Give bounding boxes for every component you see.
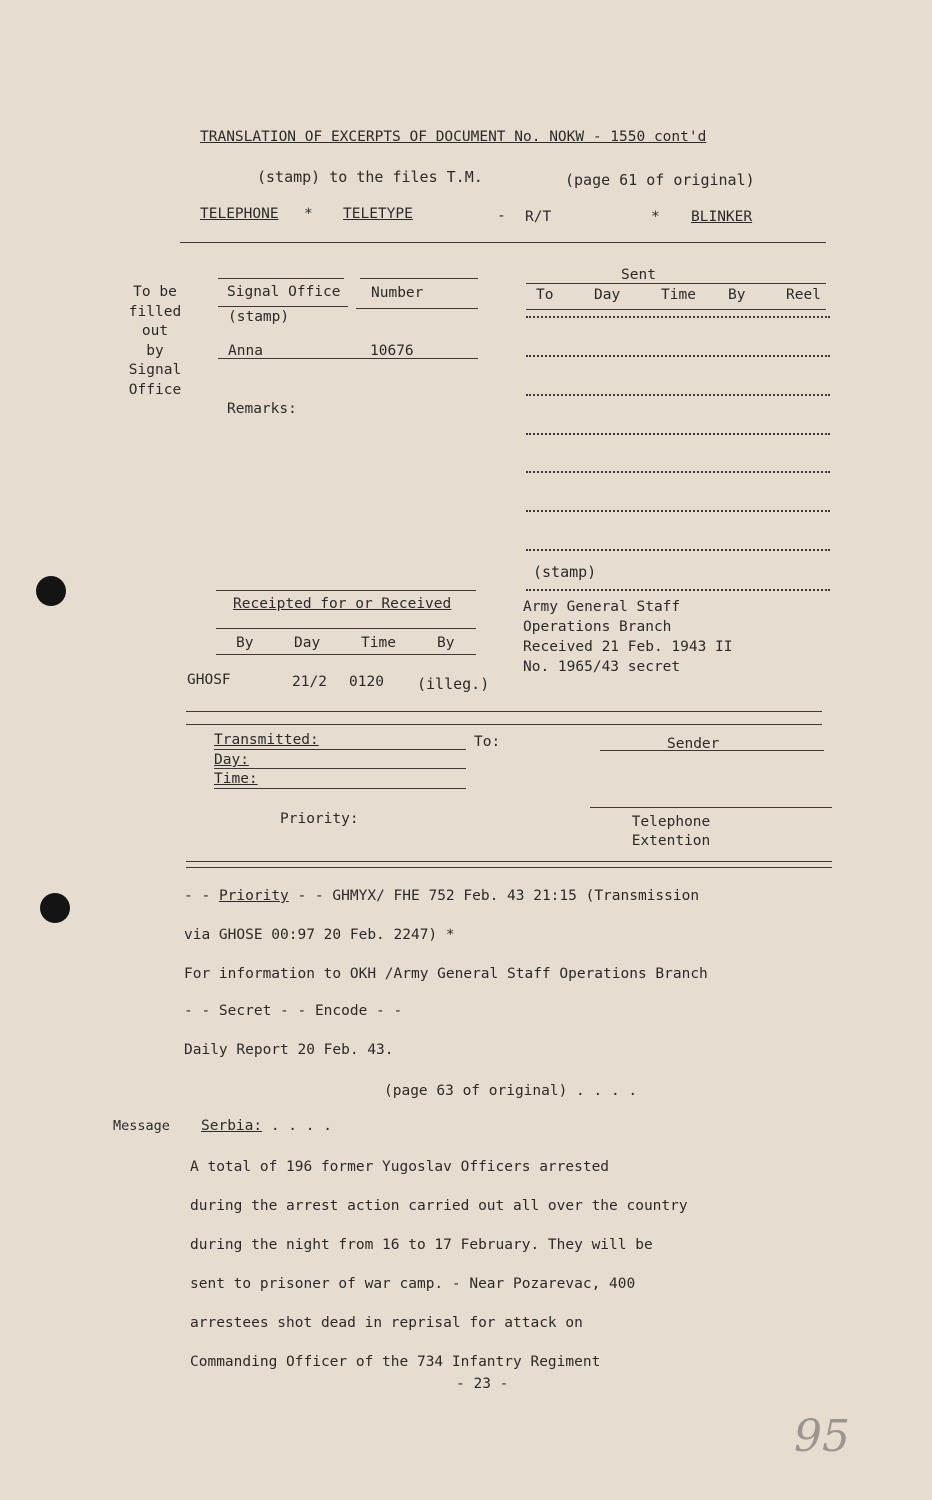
transmitted-label: Transmitted: (214, 732, 319, 748)
signal-office-mid-rule (218, 306, 348, 307)
right-stamp-label: (stamp) (533, 563, 597, 581)
number-top-rule (360, 278, 478, 279)
sent-dotted-line (526, 510, 830, 512)
receipted-columns-rule (216, 654, 476, 655)
stamp-text-line: No. 1965/43 secret (523, 659, 681, 675)
stamp-text-line: Operations Branch (523, 619, 672, 635)
receipted-value-time: 0120 (349, 674, 384, 690)
signal-office-value: Anna (228, 343, 263, 359)
stamp-line: (stamp) to the files T.M. (257, 168, 483, 186)
signal-office-stamp: (stamp) (228, 309, 290, 325)
telephone-ext-line: Extention (631, 833, 711, 849)
sent-dotted-line (526, 433, 830, 435)
day-label: Day: (214, 752, 249, 768)
sent-dotted-line (526, 316, 830, 318)
sent-dotted-line (526, 394, 830, 396)
body-line-1 (184, 887, 699, 905)
stamp-text-line: Army General Staff (523, 599, 681, 615)
mode-blinker: BLINKER (691, 209, 753, 225)
priority-heading: Priority (218, 888, 289, 904)
paragraph-line: during the arrest action carried out all over the country (190, 1198, 688, 1214)
side-label-line: out (141, 323, 169, 339)
receipted-column-time: Time (361, 635, 396, 651)
side-label (112, 283, 198, 400)
handwritten-annotation: 95 (794, 1411, 850, 1462)
side-label-line: Signal (128, 362, 182, 378)
sent-column-reel: Reel (786, 287, 821, 303)
mode-teletype: TELETYPE (343, 206, 413, 222)
receipted-column-day: Day (294, 635, 321, 651)
priority-dashes: - - (184, 888, 211, 904)
paragraph-line: sent to prisoner of war camp. - Near Pozarevac, 400 (190, 1276, 636, 1292)
receipted-column-by: By (236, 635, 254, 651)
serbia-line (201, 1117, 332, 1135)
punch-hole-bottom (40, 893, 70, 923)
sent-columns-rule (526, 309, 826, 310)
side-label-line: filled (128, 303, 182, 320)
body-line-6: (page 63 of original) . . . . (384, 1083, 638, 1099)
document-title: TRANSLATION OF EXCERPTS OF DOCUMENT No. NOKW - 1550 cont'd (200, 129, 707, 145)
to-label: To: (474, 734, 501, 750)
telephone-ext-line: Telephone (631, 814, 711, 830)
number-label: Number (371, 285, 424, 301)
sent-column-to: To (536, 287, 554, 303)
signal-office-top-rule (218, 278, 344, 279)
received-stamp-text (523, 597, 733, 677)
sent-heading: Sent (621, 267, 656, 283)
receipted-top-rule (216, 590, 476, 591)
paragraph-line: A total of 196 former Yugoslav Officers arrested (190, 1159, 610, 1175)
sent-dotted-line (526, 471, 830, 473)
sent-dotted-line (526, 355, 830, 357)
telephone-extension (612, 813, 730, 851)
signal-office-label: Signal Office (227, 284, 341, 300)
day-rule (214, 768, 466, 769)
page-number: - 23 - (456, 1376, 509, 1392)
body-line-5: Daily Report 20 Feb. 43. (184, 1042, 394, 1058)
receipted-column-by-2: By (437, 635, 455, 651)
receipted-value-by: GHOSF (187, 672, 231, 688)
number-value: 10676 (370, 343, 414, 359)
mode-telephone: TELEPHONE (200, 206, 279, 222)
punch-hole-top (36, 576, 66, 606)
number-mid-rule (356, 308, 478, 309)
receipted-label: Receipted for or Received (233, 596, 452, 612)
transmission-details: - - GHMYX/ FHE 752 Feb. 43 21:15 (Transmission (297, 888, 700, 904)
sent-column-day: Day (594, 287, 621, 303)
stamp-dotted-line (526, 589, 830, 591)
body-line-2: via GHOSE 00:97 20 Feb. 2247) * (184, 927, 455, 943)
side-label-line: Office (128, 381, 182, 398)
sent-column-by: By (728, 287, 746, 303)
body-line-4: - - Secret - - Encode - - (184, 1003, 403, 1019)
receipted-value-by-2: (illeg.) (417, 675, 490, 693)
time-label: Time: (214, 771, 258, 787)
mode-separator-dash: - (497, 208, 506, 224)
sender-label: Sender (667, 736, 720, 752)
sent-dotted-line (526, 549, 830, 551)
priority-label: Priority: (280, 811, 359, 827)
message-label: Message (113, 1118, 170, 1134)
signal-office-value-rule (218, 358, 478, 359)
section-rule (186, 724, 822, 725)
mode-separator-star-2: * (651, 209, 660, 225)
serbia-dots: . . . . (270, 1118, 332, 1134)
form-bottom-rule (186, 867, 832, 868)
stamp-text-line: Received 21 Feb. 1943 II (523, 639, 733, 655)
mode-rt: R/T (525, 209, 552, 225)
receipted-mid-rule (216, 628, 476, 629)
side-label-line: by (146, 342, 164, 359)
serbia-label: Serbia: (201, 1118, 263, 1134)
body-line-3: For information to OKH /Army General Staff Operations Branch (184, 966, 708, 982)
mode-separator-star-1: * (304, 206, 313, 222)
page-reference: (page 61 of original) (565, 171, 755, 189)
receipted-value-day: 21/2 (292, 674, 327, 690)
sent-column-time: Time (661, 287, 696, 303)
time-rule (214, 788, 466, 789)
header-rule (180, 242, 826, 243)
form-bottom-rule (186, 861, 832, 862)
transmitted-rule (214, 749, 466, 750)
paragraph-line: arrestees shot dead in reprisal for attack on (190, 1315, 583, 1331)
remarks-label: Remarks: (227, 401, 297, 417)
side-label-line: To be (133, 284, 177, 300)
telephone-rule (590, 807, 832, 808)
sent-heading-rule (526, 283, 826, 284)
section-rule (186, 711, 822, 712)
paragraph-line: Commanding Officer of the 734 Infantry Regiment (190, 1354, 601, 1370)
paragraph-line: during the night from 16 to 17 February. They will be (190, 1237, 653, 1253)
